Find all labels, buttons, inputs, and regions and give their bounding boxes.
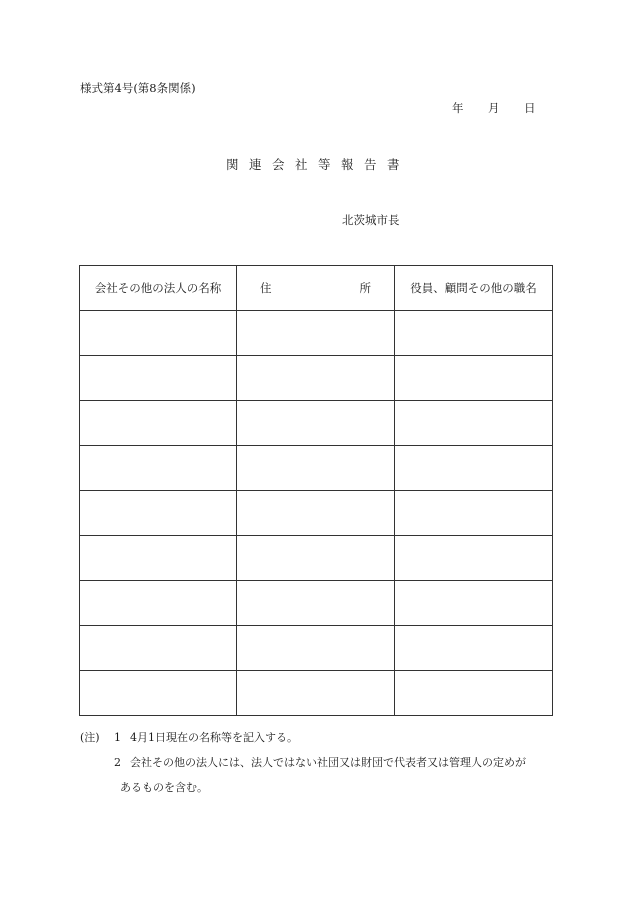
note-item xyxy=(80,750,526,775)
note-text: 会社その他の法人には、法人ではない社団又は財団で代表者又は管理人の定めが xyxy=(130,756,526,769)
table-cell[interactable] xyxy=(395,446,553,491)
table-cell[interactable] xyxy=(395,401,553,446)
address-header-part: 住 xyxy=(260,281,272,295)
table-row xyxy=(80,446,553,491)
table-cell[interactable] xyxy=(80,671,237,716)
table-cell[interactable] xyxy=(237,581,395,626)
table-cell[interactable] xyxy=(237,401,395,446)
table-cell[interactable] xyxy=(237,311,395,356)
table-cell[interactable] xyxy=(80,356,237,401)
table-row xyxy=(80,311,553,356)
table-row xyxy=(80,626,553,671)
address-header-part: 所 xyxy=(359,281,371,295)
table-cell[interactable] xyxy=(395,311,553,356)
document-title: 関連会社等報告書 xyxy=(226,157,411,172)
table-cell[interactable] xyxy=(395,581,553,626)
form-number: 様式第4号(第8条関係) xyxy=(80,81,196,95)
table-cell[interactable] xyxy=(80,626,237,671)
table-cell[interactable] xyxy=(395,626,553,671)
table-cell[interactable] xyxy=(237,671,395,716)
date-year-label: 年 xyxy=(452,101,464,115)
note-text: 4月1日現在の名称等を記入する。 xyxy=(130,731,298,744)
note-number: 1 xyxy=(114,731,121,744)
table-cell[interactable] xyxy=(237,491,395,536)
notes xyxy=(80,725,526,800)
date-day-label: 日 xyxy=(524,101,536,115)
column-header-address xyxy=(237,266,395,311)
table-cell[interactable] xyxy=(80,446,237,491)
table-row xyxy=(80,356,553,401)
table-row xyxy=(80,401,553,446)
table-cell[interactable] xyxy=(80,581,237,626)
table-row xyxy=(80,536,553,581)
date-line xyxy=(452,100,536,116)
note-item xyxy=(80,725,526,750)
report-table xyxy=(79,265,553,716)
table-header-row xyxy=(80,266,553,311)
table-body xyxy=(80,311,553,716)
column-header-company-name: 会社その他の法人の名称 xyxy=(80,266,237,311)
table-row xyxy=(80,581,553,626)
table-cell[interactable] xyxy=(237,356,395,401)
table-cell[interactable] xyxy=(237,626,395,671)
table-cell[interactable] xyxy=(395,536,553,581)
table-row xyxy=(80,491,553,536)
table-cell[interactable] xyxy=(395,356,553,401)
table-cell[interactable] xyxy=(237,536,395,581)
note-continuation: あるものを含む。 xyxy=(120,781,208,794)
addressee: 北茨城市長 xyxy=(342,213,400,227)
table-row xyxy=(80,671,553,716)
table-cell[interactable] xyxy=(395,491,553,536)
table-cell[interactable] xyxy=(80,491,237,536)
note-prefix: (注) xyxy=(80,731,100,744)
date-month-label: 月 xyxy=(488,101,500,115)
table-cell[interactable] xyxy=(80,311,237,356)
table-cell[interactable] xyxy=(80,536,237,581)
table-cell[interactable] xyxy=(237,446,395,491)
table-cell[interactable] xyxy=(80,401,237,446)
note-number: 2 xyxy=(114,756,121,769)
column-header-position: 役員、顧問その他の職名 xyxy=(395,266,553,311)
table-cell[interactable] xyxy=(395,671,553,716)
